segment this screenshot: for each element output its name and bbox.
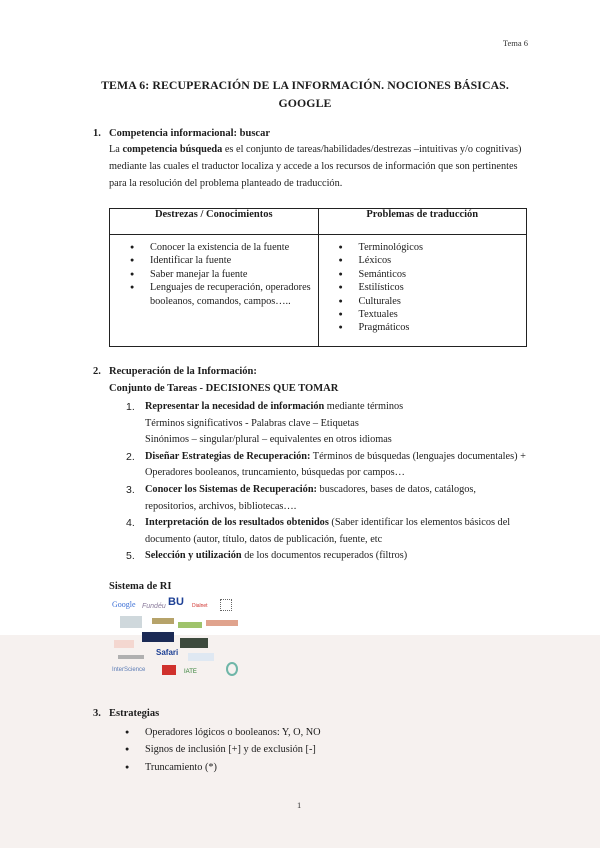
list-item: ● Truncamiento (*) (109, 759, 321, 776)
list-item: ● Semánticos (323, 268, 523, 281)
logo-tile (118, 655, 144, 659)
logo-tile (188, 653, 214, 661)
table-header-skills: Destrezas / Conocimientos (110, 209, 319, 235)
logo-tile (142, 632, 174, 642)
list-item: ● Conocer la existencia de la fuente (114, 241, 314, 254)
globe-icon (226, 662, 238, 676)
logo-tile (162, 665, 176, 675)
problems-cell (318, 235, 527, 347)
step-item: 3. Conocer los Sistemas de Recuperación: buscadores, bases de datos, catálogos, repositorios, archivos, bibliotecas…. (126, 483, 476, 512)
list-item: ● Pragmáticos (323, 321, 523, 334)
page-title: TEMA 6: RECUPERACIÓN DE LA INFORMACIÓN. NOCIONES BÁSICAS. GOOGLE (101, 78, 509, 110)
skills-problems-table (109, 208, 527, 347)
section-1-heading: 1. Competencia informacional: buscar (93, 128, 270, 139)
step-item: 5. Selección y utilización de los documentos recuperados (filtros) (126, 550, 408, 563)
interscience-logo: InterScience (112, 667, 146, 673)
google-logo: Google (112, 600, 136, 609)
section-3-heading: 3. Estrategias (93, 708, 160, 719)
logo-tile (120, 616, 142, 628)
logo-tile (178, 622, 202, 628)
list-item: ● Identificar la fuente (114, 254, 314, 267)
list-item: ● Saber manejar la fuente (114, 268, 314, 281)
steps-list (109, 399, 529, 565)
skills-cell (110, 235, 319, 347)
safari-logo: Safari (156, 648, 179, 657)
list-item: ● Léxicos (323, 254, 523, 267)
section-2-heading: 2. Recuperación de la Información: (93, 366, 257, 377)
iate-logo: IATE (184, 669, 197, 675)
logo-tile (152, 618, 174, 624)
running-header: Tema 6 (502, 38, 528, 48)
ri-logos-collage (112, 598, 257, 684)
step-item: 2. Diseñar Estrategias de Recuperación: Términos de búsquedas (lenguajes documentales) + Operadores booleanos, truncamiento, búsquedas por campos… (126, 450, 526, 479)
fundeu-logo: Fundéu (142, 603, 166, 610)
list-item: ● Operadores lógicos o booleanos: Y, O, NO (109, 724, 321, 741)
logo-tile (206, 620, 238, 626)
section-1-paragraph: La competencia búsqueda es el conjunto de tareas/habilidades/destrezas –intuitivas y/o cognitivas) mediante las cuales el traductor localiza y accede a los recursos de información que son pertinentes para la resolución del problema planteado de traducción. (109, 144, 522, 190)
logo-tile (114, 640, 134, 648)
list-item: ● Signos de inclusión [+] y de exclusión [-] (109, 741, 321, 758)
list-item: ● Terminológicos (323, 241, 523, 254)
strategies-list (109, 724, 321, 776)
section-2-subheading: Conjunto de Tareas - DECISIONES QUE TOMAR (109, 383, 339, 394)
bu-logo: BU (168, 596, 184, 608)
page-number: 1 (297, 800, 302, 810)
logo-tile (180, 638, 208, 648)
step-item: 4. Interpretación de los resultados obtenidos (Saber identificar los elementos básicos del documento (autor, título, datos de publicación, fuente, etc (126, 517, 511, 545)
qr-icon (220, 599, 232, 611)
dialnet-logo: Dialnet (192, 603, 208, 609)
ri-systems-heading: Sistema de RI (109, 581, 172, 592)
list-item: ● Estilísticos (323, 281, 523, 294)
step-item: 1. Representar la necesidad de información mediante términos Términos significativos - Palabras clave – Etiquetas Sinónimos – singular/plural – equivalentes en otros idiomas (126, 401, 404, 446)
list-item: ● Culturales (323, 295, 523, 308)
list-item: ● Lenguajes de recuperación, operadores booleanos, comandos, campos….. (114, 281, 314, 308)
table-header-problems: Problemas de traducción (318, 209, 527, 235)
list-item: ● Textuales (323, 308, 523, 321)
